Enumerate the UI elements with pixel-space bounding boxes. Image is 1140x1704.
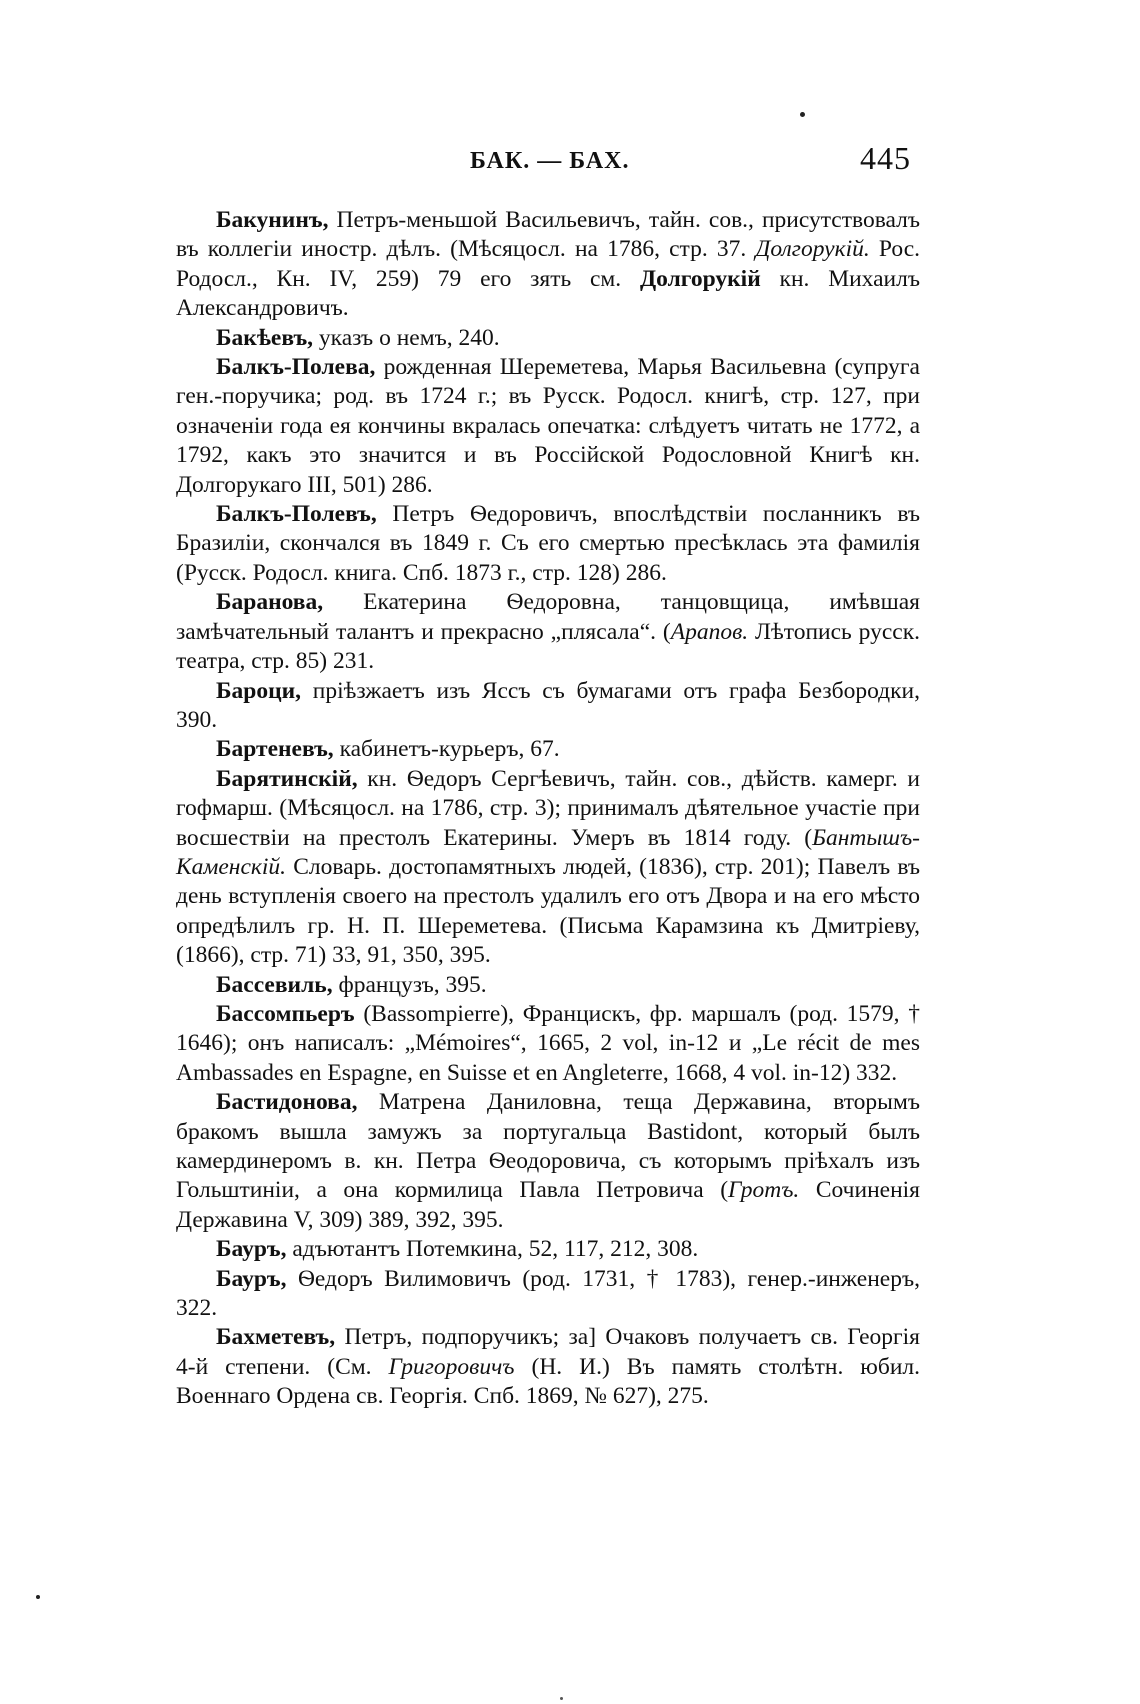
entry-name: Бахметевъ, [216,1324,336,1351]
entry-text: Ѳедоръ Вилимовичъ (род. 1731, † 1783), генер.-инженеръ, 322. [176,1265,920,1322]
entry-source-italic: Долгорукій. [755,236,870,263]
index-entry [176,588,920,676]
entry-name: Бассомпьеръ [216,1000,355,1027]
entry-name: Балкъ-Полевъ, [216,501,377,528]
entry-text: пріѣзжаетъ изъ Яссъ съ бумагами отъ графа Безбородки, 390. [176,677,920,733]
entry-name: Барятинскій, [216,765,358,792]
entry-cross-reference: Долгорукій [639,265,761,292]
ink-speck [36,1595,40,1599]
index-entry [176,353,920,500]
index-entry [176,1088,920,1235]
index-entries [176,206,920,1412]
index-entry [176,677,920,736]
entry-source-italic: Гротъ. [728,1177,800,1204]
page-number: 445 [860,140,911,176]
entry-text: Матрена Даниловна, теща Державина, вторымъ бракомъ вышла замужъ за португальца Bastidont, который былъ камердинеромъ в. кн. Петра Ѳеодоровича, съ которымъ пріѣхалъ изъ Гольштиніи, а она кормилица Павла Петровича ( [176,1089,920,1204]
entry-text: кн. Ѳедоръ Сергѣевичъ, тайн. сов., дѣйств. камерг. и гофмарш. (Мѣсяцосл. на 1786, стр. 3); принималъ дѣятельное участіе при восшествіи на престолъ Екатерины. Умеръ въ 1814 году. ( [176,765,920,851]
entry-text: (Н. И.) Въ память столѣтн. юбил. Военнаго Ордена св. Георгія. Спб. 1869, № 627), 275. [176,1353,920,1410]
entry-source-italic: Григоровичъ [388,1353,515,1380]
entry-text: Екатерина Ѳедоровна, танцовщица, имѣвшая замѣчательный талантъ и прекрасно „плясала“. ( [176,589,920,645]
entry-source-italic: Бантышъ-Каменскій. [176,824,920,880]
entry-text: Петръ Ѳедоровичъ, впослѣдствіи посланникъ въ Бразиліи, скончался въ 1849 г. Съ его смертью пресѣклась эта фамилія (Русск. Родосл. книга. Спб. 1873 г., стр. 128) 286. [176,501,920,586]
entry-text: Сочиненія Державина V, 309) 389, 392, 395. [176,1177,920,1233]
running-head: БАК. — БАХ. [470,148,630,174]
entry-text: рожденная Шереметева, Марья Васильевна (супруга ген.-поручика; род. въ 1724 г.; въ Русск. Родосл. книгѣ, стр. 127, при означеніи года ея кончины вкралась опечатка: слѣдуетъ читать не 1772, а 1792, какъ это значится и въ Россійской Родословной Книгѣ кн. Долгорукаго III, 501) 286. [176,354,920,498]
entry-text: Словарь. достопамятныхъ людей, (1836), стр. 201); Павелъ въ день вступленія своего на престолъ удалилъ его отъ Двора и на его мѣсто опредѣлилъ гр. Н. П. Шереметева. (Письма Карамзина къ Дмитріеву, (1866), стр. 71) 33, 91, 350, 395. [176,853,920,969]
index-entry [176,500,920,588]
index-entry [176,1265,920,1324]
entry-name: Бартеневъ, [216,736,334,763]
entry-name: Балкъ-Полева, [216,354,376,381]
entry-name: Бауръ, [216,1265,287,1292]
entry-name: Бакунинъ, [216,207,329,233]
entry-text: кабинетъ-курьеръ, 67. [333,736,560,763]
index-entry [176,1000,920,1088]
entry-name: Бароци, [216,677,302,704]
ink-speck [800,112,805,117]
index-entry [176,1323,920,1411]
entry-text: Рос. Родосл., Кн. IV, 259) 79 его зять см. [176,236,921,292]
entry-source-italic: Арапов. [670,618,749,645]
index-entry [176,971,920,1000]
entry-text: адъютантъ Потемкина, 52, 117, 212, 308. [286,1236,699,1263]
index-entry [176,735,920,764]
index-entry [176,206,920,324]
entry-name: Баранова, [216,589,324,616]
index-entry [176,324,920,353]
index-entry [176,1235,920,1264]
index-entry [176,765,920,971]
entry-text: указъ о немъ, 240. [313,324,500,351]
entry-text: французъ, 395. [332,971,487,998]
entry-name: Бастидонова, [216,1089,358,1116]
entry-text: Петръ-меньшой Васильевичъ, тайн. сов., присутствовалъ въ коллегіи иностр. дѣлъ. (Мѣсяцосл. на 1786, стр. 37. [176,207,920,263]
entry-text: Петръ, подпоручикъ; за] Очаковъ получаетъ св. Георгія 4-й степени. (См. [176,1324,920,1380]
ink-speck [560,1697,563,1700]
entry-text: (Bassompierre), Францискъ, фр. маршалъ (род. 1579, † 1646); онъ написалъ: „Mémoires“, 1665, 2 vol, in-12 и „Le récit de mes Ambassades en Espagne, en Suisse et en Angleterre, 1668, 4 vol. in-12) 332. [176,1000,920,1086]
entry-name: Бассевиль, [216,971,333,998]
entry-name: Бакѣевъ, [216,324,314,351]
entry-name: Бауръ, [216,1236,287,1263]
entry-text: кн. Михаилъ Александровичъ. [176,265,920,322]
entry-text: Лѣтопись русск. театра, стр. 85) 231. [176,618,920,675]
